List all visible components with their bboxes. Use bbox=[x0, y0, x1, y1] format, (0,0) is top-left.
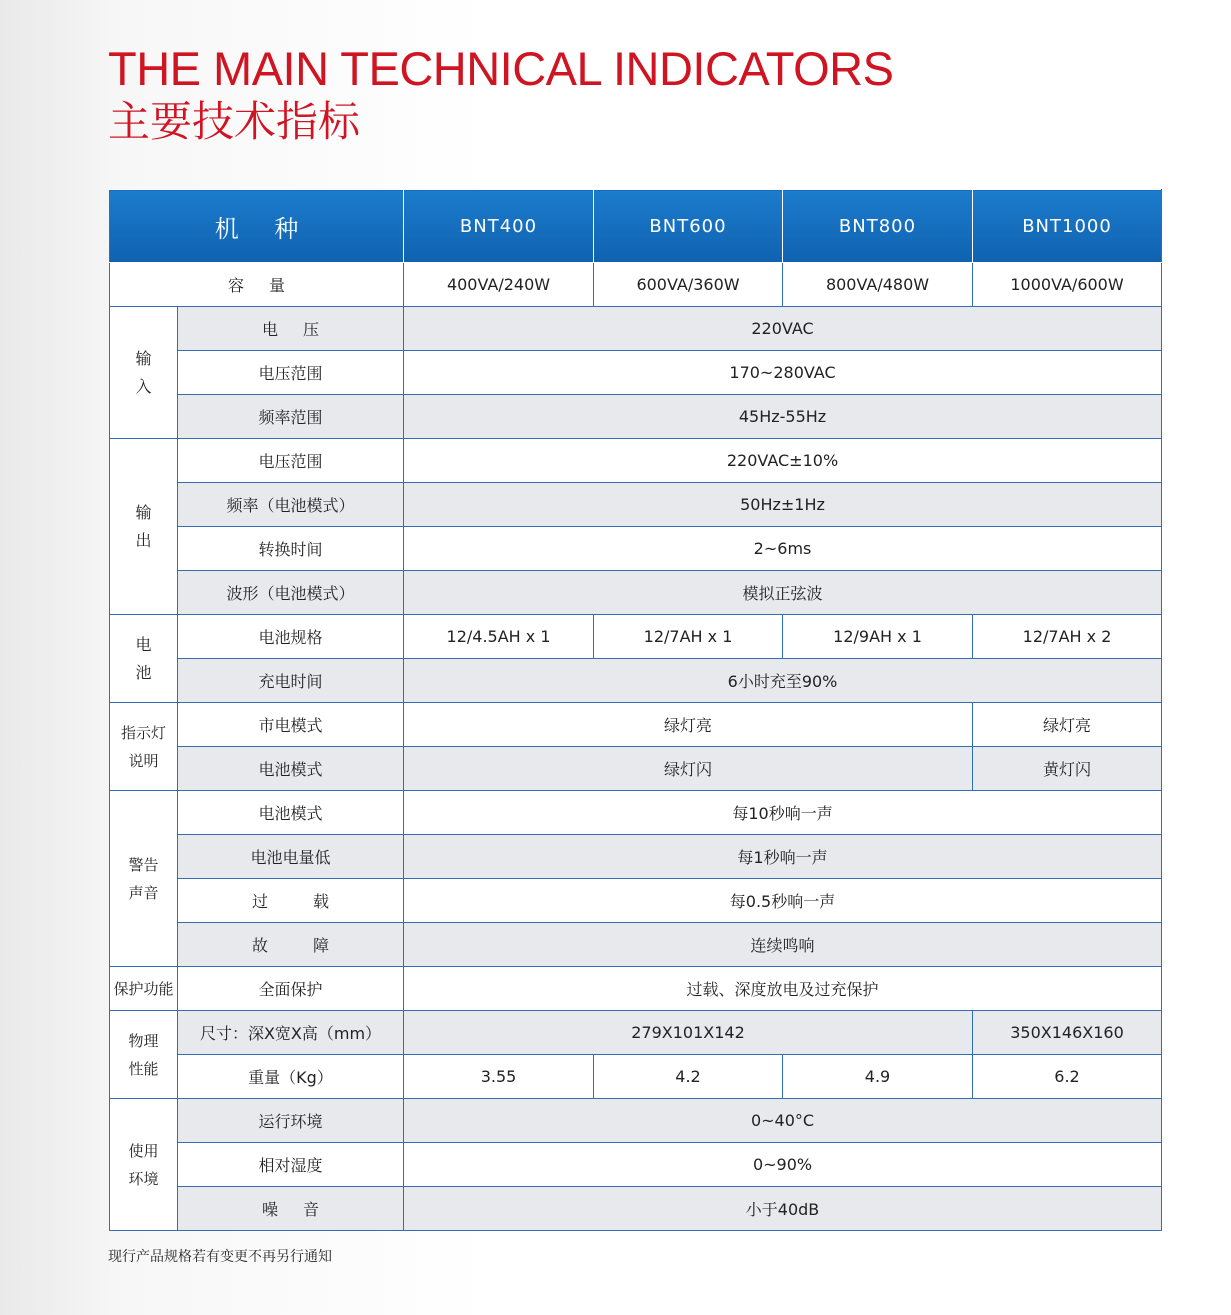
physical-dimensions-value: 279X101X142 bbox=[404, 1011, 973, 1055]
capacity-value: 800VA/480W bbox=[783, 263, 973, 307]
alarm-overload-row bbox=[110, 879, 1162, 923]
battery-spec-label: 电池规格 bbox=[178, 615, 404, 659]
header-model: BNT1000 bbox=[973, 190, 1162, 263]
input-voltage-row bbox=[110, 307, 1162, 351]
input-freq-range-value: 45Hz-55Hz bbox=[404, 395, 1162, 439]
protection-value: 过载、深度放电及过充保护 bbox=[404, 967, 1162, 1011]
indicator-mains-value: 绿灯亮 bbox=[404, 703, 973, 747]
spec-table bbox=[109, 189, 1162, 1231]
input-voltage-label: 电 压 bbox=[178, 307, 404, 351]
battery-spec-value: 12/7AH x 2 bbox=[973, 615, 1162, 659]
physical-weight-value: 3.55 bbox=[404, 1055, 594, 1099]
page-title-english: THE MAIN TECHNICAL INDICATORS bbox=[108, 42, 894, 95]
alarm-fault-label: 故 障 bbox=[178, 923, 404, 967]
page-title-chinese: 主要技术指标 bbox=[108, 97, 361, 146]
alarm-group-label: 警告声音 bbox=[110, 791, 178, 967]
capacity-row bbox=[110, 263, 1162, 307]
input-freq-range-label: 频率范围 bbox=[178, 395, 404, 439]
battery-charge-time-row bbox=[110, 659, 1162, 703]
battery-spec-value: 12/7AH x 1 bbox=[594, 615, 783, 659]
protection-group-label: 保护功能 bbox=[110, 967, 178, 1011]
input-voltage-range-value: 170~280VAC bbox=[404, 351, 1162, 395]
physical-weight-value: 4.9 bbox=[783, 1055, 973, 1099]
protection-row bbox=[110, 967, 1162, 1011]
indicator-mains-label: 市电模式 bbox=[178, 703, 404, 747]
alarm-battery-mode-label: 电池模式 bbox=[178, 791, 404, 835]
alarm-battery-mode-value: 每10秒响一声 bbox=[404, 791, 1162, 835]
physical-weight-label: 重量（Kg） bbox=[178, 1055, 404, 1099]
env-operating-row bbox=[110, 1099, 1162, 1143]
physical-weight-value: 4.2 bbox=[594, 1055, 783, 1099]
output-transfer-time-row bbox=[110, 527, 1162, 571]
indicator-battery-row bbox=[110, 747, 1162, 791]
physical-weight-value: 6.2 bbox=[973, 1055, 1162, 1099]
output-transfer-time-value: 2~6ms bbox=[404, 527, 1162, 571]
capacity-value: 1000VA/600W bbox=[973, 263, 1162, 307]
indicator-battery-value-bnt1000: 黄灯闪 bbox=[973, 747, 1162, 791]
physical-weight-row bbox=[110, 1055, 1162, 1099]
output-voltage-range-row bbox=[110, 439, 1162, 483]
physical-dimensions-label: 尺寸：深X宽X高（mm） bbox=[178, 1011, 404, 1055]
output-waveform-label: 波形（电池模式） bbox=[178, 571, 404, 615]
capacity-label: 容 量 bbox=[110, 263, 404, 307]
indicator-mains-value-bnt1000: 绿灯亮 bbox=[973, 703, 1162, 747]
env-noise-value: 小于40dB bbox=[404, 1187, 1162, 1231]
alarm-overload-value: 每0.5秒响一声 bbox=[404, 879, 1162, 923]
output-transfer-time-label: 转换时间 bbox=[178, 527, 404, 571]
battery-group-label: 电池 bbox=[110, 615, 178, 703]
alarm-overload-label: 过 载 bbox=[178, 879, 404, 923]
capacity-value: 400VA/240W bbox=[404, 263, 594, 307]
output-voltage-range-value: 220VAC±10% bbox=[404, 439, 1162, 483]
output-waveform-value: 模拟正弦波 bbox=[404, 571, 1162, 615]
input-freq-range-row bbox=[110, 395, 1162, 439]
env-humidity-row bbox=[110, 1143, 1162, 1187]
header-model: BNT800 bbox=[783, 190, 973, 263]
physical-dimensions-value-bnt1000: 350X146X160 bbox=[973, 1011, 1162, 1055]
input-voltage-range-label: 电压范围 bbox=[178, 351, 404, 395]
physical-dimensions-row bbox=[110, 1011, 1162, 1055]
alarm-battery-mode-row bbox=[110, 791, 1162, 835]
output-group-label: 输出 bbox=[110, 439, 178, 615]
header-row bbox=[110, 190, 1162, 263]
physical-group-label: 物理性能 bbox=[110, 1011, 178, 1099]
env-humidity-value: 0~90% bbox=[404, 1143, 1162, 1187]
battery-spec-row bbox=[110, 615, 1162, 659]
output-frequency-label: 频率（电池模式） bbox=[178, 483, 404, 527]
environment-group-label: 使用环境 bbox=[110, 1099, 178, 1231]
output-frequency-value: 50Hz±1Hz bbox=[404, 483, 1162, 527]
indicator-battery-label: 电池模式 bbox=[178, 747, 404, 791]
output-waveform-row bbox=[110, 571, 1162, 615]
env-operating-value: 0~40°C bbox=[404, 1099, 1162, 1143]
input-voltage-value: 220VAC bbox=[404, 307, 1162, 351]
indicator-group-label: 指示灯说明 bbox=[110, 703, 178, 791]
output-voltage-range-label: 电压范围 bbox=[178, 439, 404, 483]
battery-spec-value: 12/4.5AH x 1 bbox=[404, 615, 594, 659]
output-frequency-row bbox=[110, 483, 1162, 527]
header-model: BNT400 bbox=[404, 190, 594, 263]
protection-label: 全面保护 bbox=[178, 967, 404, 1011]
capacity-value: 600VA/360W bbox=[594, 263, 783, 307]
env-operating-label: 运行环境 bbox=[178, 1099, 404, 1143]
header-model: BNT600 bbox=[594, 190, 783, 263]
env-noise-label: 噪 音 bbox=[178, 1187, 404, 1231]
battery-spec-value: 12/9AH x 1 bbox=[783, 615, 973, 659]
alarm-low-battery-label: 电池电量低 bbox=[178, 835, 404, 879]
alarm-fault-value: 连续鸣响 bbox=[404, 923, 1162, 967]
input-group-label: 输入 bbox=[110, 307, 178, 439]
indicator-battery-value: 绿灯闪 bbox=[404, 747, 973, 791]
input-voltage-range-row bbox=[110, 351, 1162, 395]
header-model-label: 机 种 bbox=[110, 190, 404, 263]
env-noise-row bbox=[110, 1187, 1162, 1231]
env-humidity-label: 相对湿度 bbox=[178, 1143, 404, 1187]
footnote: 现行产品规格若有变更不再另行通知 bbox=[108, 1249, 332, 1265]
battery-charge-time-label: 充电时间 bbox=[178, 659, 404, 703]
indicator-mains-row bbox=[110, 703, 1162, 747]
battery-charge-time-value: 6小时充至90% bbox=[404, 659, 1162, 703]
alarm-fault-row bbox=[110, 923, 1162, 967]
alarm-low-battery-value: 每1秒响一声 bbox=[404, 835, 1162, 879]
alarm-low-battery-row bbox=[110, 835, 1162, 879]
